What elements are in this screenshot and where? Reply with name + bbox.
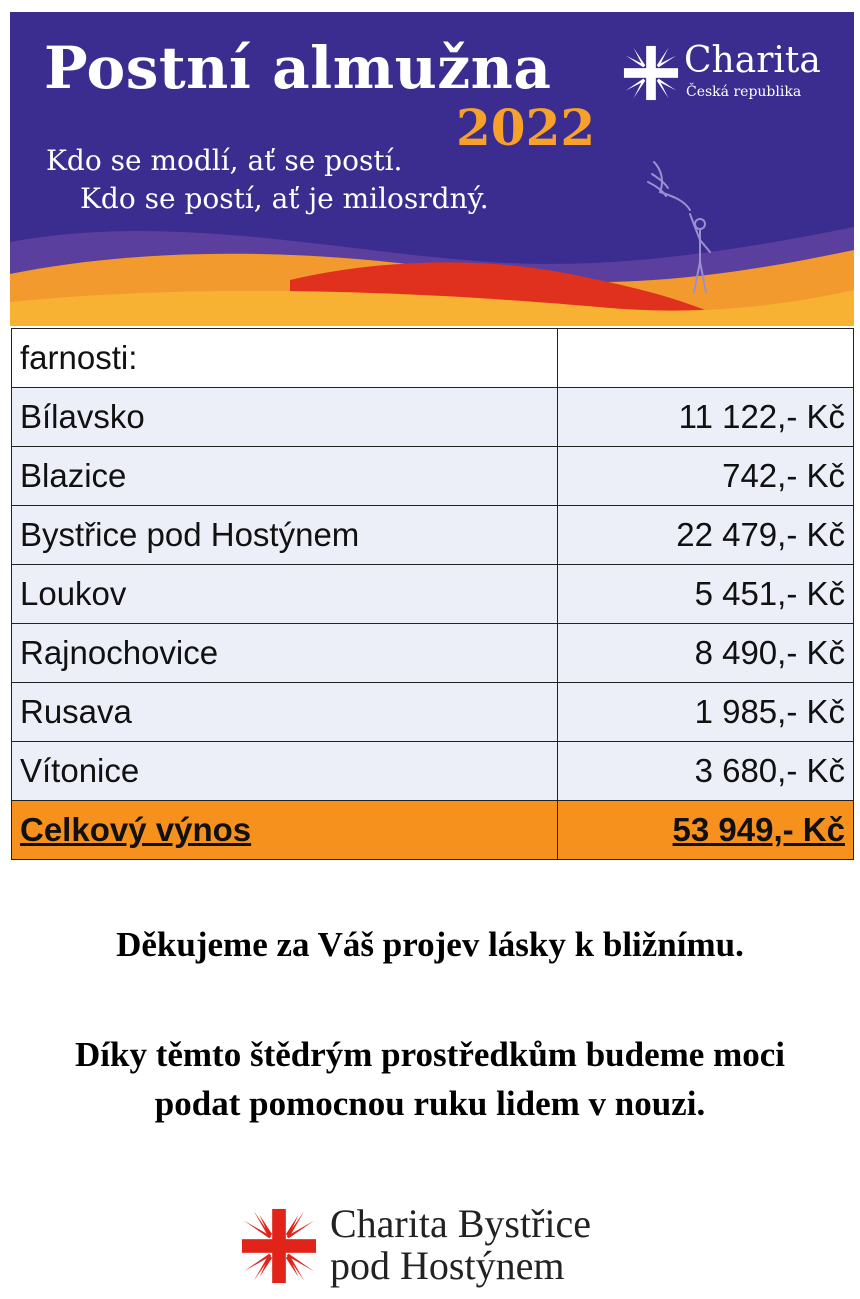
parish-amount: 8 490,- Kč [558, 624, 854, 683]
parish-amount: 1 985,- Kč [558, 683, 854, 742]
parish-name: Rajnochovice [12, 624, 558, 683]
charita-cross-icon [240, 1207, 318, 1285]
banner-year: 2022 [456, 98, 596, 157]
total-amount: 53 949,- Kč [558, 801, 854, 860]
charita-cross-icon [622, 44, 680, 102]
banner-motto-line-2: Kdo se postí, ať je milosrdný. [80, 182, 489, 215]
table-row [12, 565, 854, 624]
parish-amount: 5 451,- Kč [558, 565, 854, 624]
parish-amount: 11 122,- Kč [558, 388, 854, 447]
help-message-line-1: Díky těmto štědrým prostředkům budeme moci [75, 1035, 785, 1074]
help-message [0, 1030, 860, 1128]
banner-country: Česká republika [686, 84, 802, 100]
donations-table [11, 328, 854, 860]
table-row [12, 683, 854, 742]
table-row [12, 506, 854, 565]
help-message-line-2: podat pomocnou ruku lidem v nouzi. [154, 1084, 706, 1123]
table-row [12, 624, 854, 683]
parish-amount: 742,- Kč [558, 447, 854, 506]
table-row [12, 742, 854, 801]
charita-logo [620, 42, 850, 112]
campaign-banner [10, 12, 854, 326]
table-header-row [12, 329, 854, 388]
footer-name-line-1: Charita Bystřice [330, 1201, 592, 1246]
parish-name: Rusava [12, 683, 558, 742]
parish-name: Vítonice [12, 742, 558, 801]
total-row [12, 801, 854, 860]
parishes-header: farnosti: [12, 329, 558, 388]
banner-motto-line-1: Kdo se modlí, ať se postí. [46, 144, 403, 177]
banner-title: Postní almužna [44, 34, 552, 102]
amount-header-empty [558, 329, 854, 388]
banner-brand: Charita [684, 40, 821, 81]
footer-name-line-2: pod Hostýnem [330, 1243, 565, 1288]
parish-name: Bystřice pod Hostýnem [12, 506, 558, 565]
parish-amount: 22 479,- Kč [558, 506, 854, 565]
thanks-message: Děkujeme za Váš projev lásky k bližnímu. [116, 925, 744, 964]
total-label: Celkový výnos [12, 801, 558, 860]
parish-amount: 3 680,- Kč [558, 742, 854, 801]
parish-name: Loukov [12, 565, 558, 624]
charita-bystrice-logo [240, 1203, 640, 1293]
table-row [12, 447, 854, 506]
parish-name: Bílavsko [12, 388, 558, 447]
table-row [12, 388, 854, 447]
helping-hand-figure [642, 152, 722, 302]
footer-organization-name [330, 1203, 591, 1287]
parish-name: Blazice [12, 447, 558, 506]
